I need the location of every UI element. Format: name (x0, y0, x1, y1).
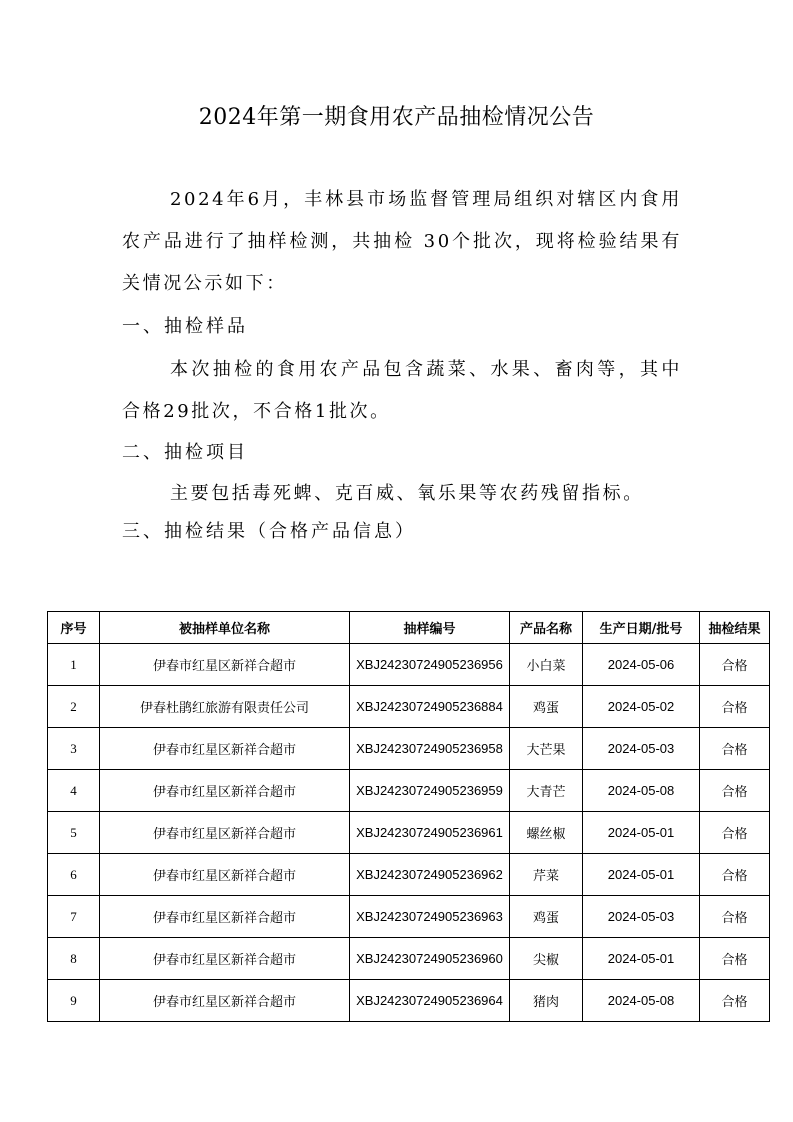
cell-product: 尖椒 (510, 938, 583, 980)
cell-unit: 伊春市红星区新祥合超市 (100, 644, 350, 686)
cell-code: XBJ24230724905236884 (350, 686, 510, 728)
section-heading-samples: 一、抽检样品 (122, 316, 248, 337)
cell-unit: 伊春市红星区新祥合超市 (100, 770, 350, 812)
header-seq: 序号 (48, 612, 100, 644)
cell-date: 2024-05-01 (583, 854, 700, 896)
cell-unit: 伊春市红星区新祥合超市 (100, 812, 350, 854)
page-title: 2024年第一期食用农产品抽检情况公告 (198, 105, 595, 130)
cell-seq: 6 (48, 854, 100, 896)
cell-code: XBJ24230724905236964 (350, 980, 510, 1022)
cell-unit: 伊春市红星区新祥合超市 (100, 938, 350, 980)
table-row (48, 896, 770, 938)
table-row (48, 854, 770, 896)
cell-unit: 伊春市红星区新祥合超市 (100, 854, 350, 896)
cell-result: 合格 (700, 896, 770, 938)
cell-product: 螺丝椒 (510, 812, 583, 854)
cell-result: 合格 (700, 980, 770, 1022)
section-heading-results: 三、抽检结果（合格产品信息） (122, 521, 416, 542)
cell-result: 合格 (700, 812, 770, 854)
cell-date: 2024-05-02 (583, 686, 700, 728)
cell-date: 2024-05-01 (583, 938, 700, 980)
header-code: 抽样编号 (350, 612, 510, 644)
cell-result: 合格 (700, 728, 770, 770)
cell-code: XBJ24230724905236960 (350, 938, 510, 980)
cell-result: 合格 (700, 854, 770, 896)
cell-product: 鸡蛋 (510, 686, 583, 728)
cell-product: 鸡蛋 (510, 896, 583, 938)
header-unit: 被抽样单位名称 (100, 612, 350, 644)
header-product: 产品名称 (510, 612, 583, 644)
table-row (48, 686, 770, 728)
cell-seq: 7 (48, 896, 100, 938)
cell-seq: 4 (48, 770, 100, 812)
table-header-row (48, 612, 770, 644)
table-row (48, 812, 770, 854)
intro-paragraph: 2024年6月，丰林县市场监督管理局组织对辖区内食用农产品进行了抽样检测，共抽检 30个批次，现将检验结果有关情况公示如下： (122, 189, 682, 294)
cell-seq: 9 (48, 980, 100, 1022)
cell-unit: 伊春市红星区新祥合超市 (100, 896, 350, 938)
cell-result: 合格 (700, 644, 770, 686)
cell-date: 2024-05-08 (583, 980, 700, 1022)
cell-code: XBJ24230724905236959 (350, 770, 510, 812)
items-paragraph: 主要包括毒死蜱、克百威、氧乐果等农药残留指标。 (170, 483, 644, 504)
cell-code: XBJ24230724905236956 (350, 644, 510, 686)
cell-result: 合格 (700, 938, 770, 980)
cell-date: 2024-05-01 (583, 812, 700, 854)
cell-seq: 1 (48, 644, 100, 686)
cell-product: 小白菜 (510, 644, 583, 686)
cell-result: 合格 (700, 686, 770, 728)
cell-product: 大芒果 (510, 728, 583, 770)
cell-unit: 伊春市红星区新祥合超市 (100, 980, 350, 1022)
cell-code: XBJ24230724905236958 (350, 728, 510, 770)
header-result: 抽检结果 (700, 612, 770, 644)
cell-seq: 2 (48, 686, 100, 728)
cell-date: 2024-05-08 (583, 770, 700, 812)
cell-seq: 8 (48, 938, 100, 980)
cell-product: 猪肉 (510, 980, 583, 1022)
cell-seq: 5 (48, 812, 100, 854)
section-heading-items: 二、抽检项目 (122, 442, 248, 463)
cell-result: 合格 (700, 770, 770, 812)
cell-date: 2024-05-03 (583, 728, 700, 770)
cell-date: 2024-05-03 (583, 896, 700, 938)
cell-product: 芹菜 (510, 854, 583, 896)
table-row (48, 938, 770, 980)
table-row (48, 728, 770, 770)
table-row (48, 770, 770, 812)
table-row (48, 644, 770, 686)
cell-code: XBJ24230724905236961 (350, 812, 510, 854)
cell-seq: 3 (48, 728, 100, 770)
cell-code: XBJ24230724905236963 (350, 896, 510, 938)
cell-unit: 伊春市红星区新祥合超市 (100, 728, 350, 770)
samples-paragraph: 本次抽检的食用农产品包含蔬菜、水果、畜肉等，其中合格29批次，不合格1批次。 (122, 359, 682, 422)
cell-unit: 伊春杜鹃红旅游有限责任公司 (100, 686, 350, 728)
cell-date: 2024-05-06 (583, 644, 700, 686)
cell-code: XBJ24230724905236962 (350, 854, 510, 896)
results-table (47, 611, 770, 1022)
cell-product: 大青芒 (510, 770, 583, 812)
header-date: 生产日期/批号 (583, 612, 700, 644)
table-row (48, 980, 770, 1022)
